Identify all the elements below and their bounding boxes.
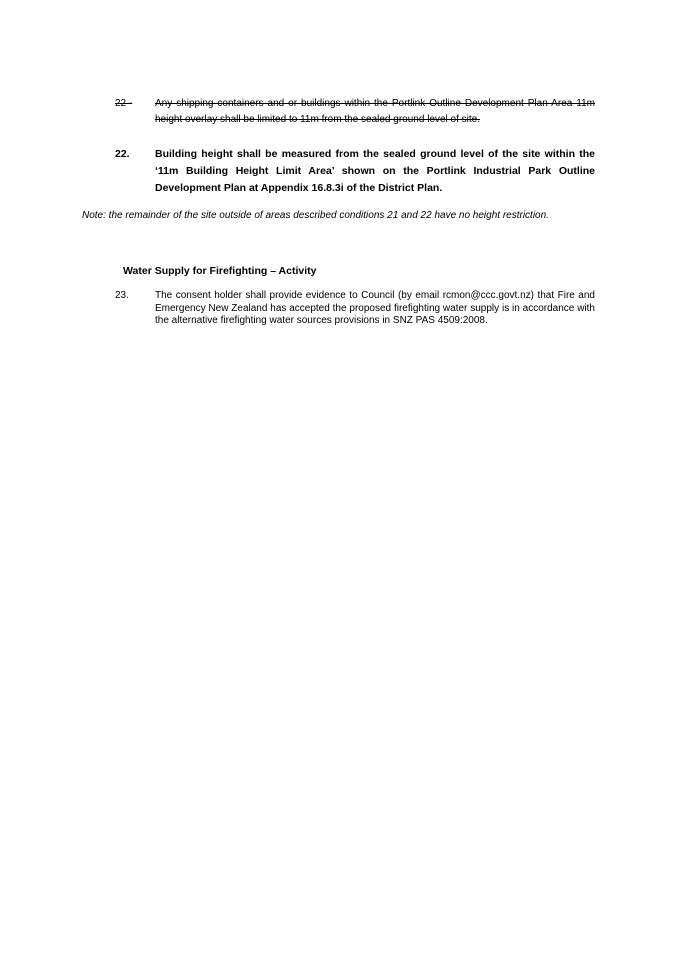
condition-text: The consent holder shall provide evidence to Council (by email rcmon@ccc.govt.nz) that Fire and Emergency New Zealand has accepted the proposed firefighting water supply is in accordance with the alternative firefighting water sources provisions in SNZ PAS 4509:2008. (155, 290, 595, 326)
condition-23 (115, 290, 595, 328)
condition-text: Building height shall be measured from the sealed ground level of the site within the ‘11m Building Height Limit Area’ shown on the Portlink Industrial Park Outline Development Plan at Appendix 16.8.3i of the District Plan. (155, 148, 595, 194)
condition-number: 22 - (115, 98, 133, 109)
condition-22 (115, 146, 595, 197)
struck-condition-22 (115, 96, 595, 128)
condition-number: 23. (115, 290, 129, 301)
height-note: Note: the remainder of the site outside of areas described conditions 21 and 22 have no height restriction. (82, 210, 549, 221)
section-heading: Water Supply for Firefighting – Activity (123, 265, 317, 277)
condition-text: Any shipping containers and or buildings within the Portlink Outline Development Plan Area 11m height overlay shall be limited to 11m from the sealed ground level of site. (155, 98, 595, 125)
condition-number: 22. (115, 148, 130, 160)
